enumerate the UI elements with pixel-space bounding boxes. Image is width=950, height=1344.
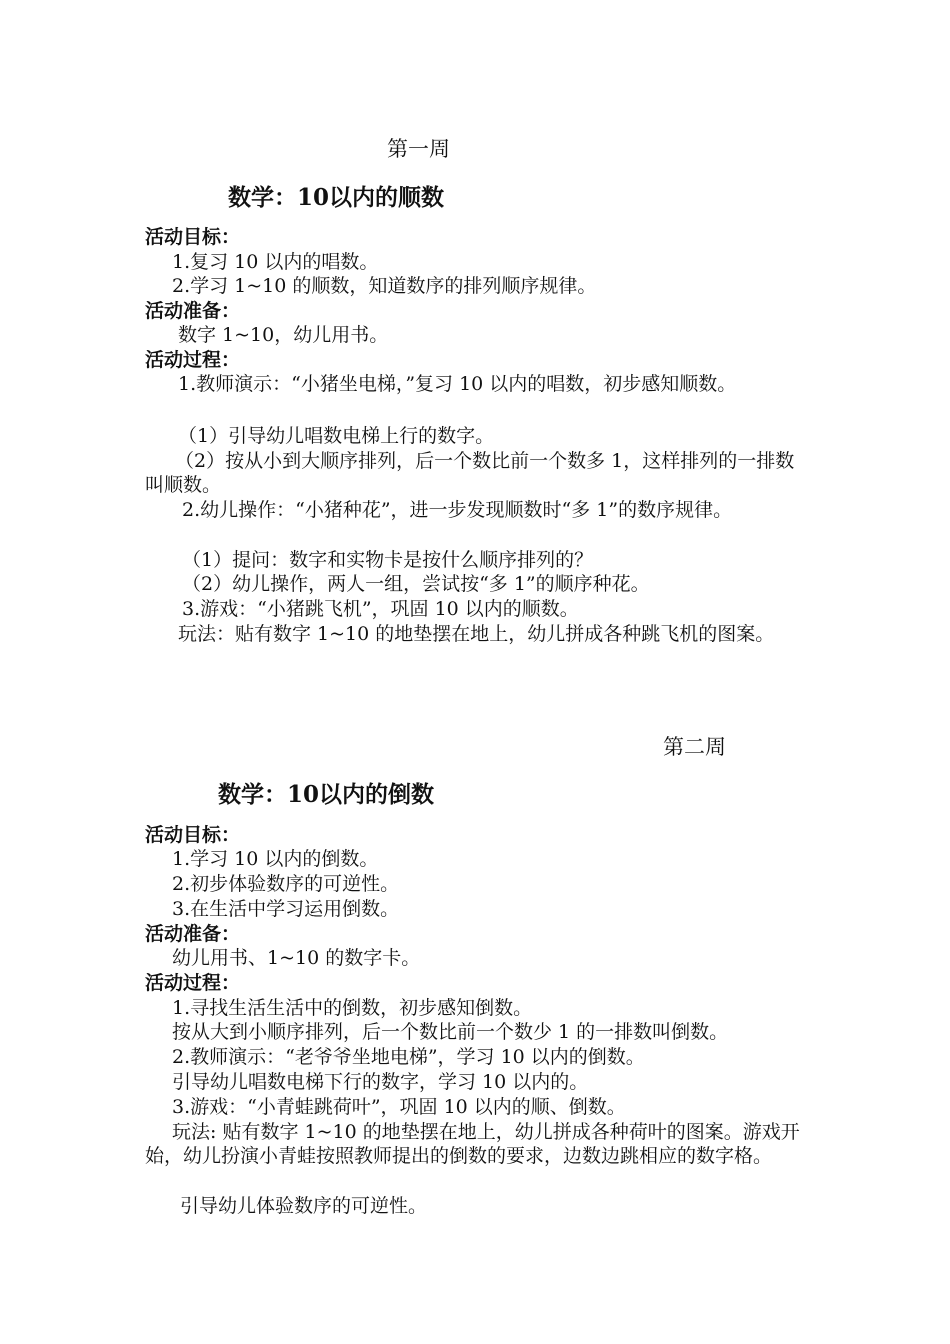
week1-goal-heading: 活动目标： [145, 226, 241, 248]
week2-step-1: 1.寻找生活生活中的倒数，初步感知倒数。 [172, 997, 533, 1019]
week1-prep: 数字 1~10，幼儿用书。 [178, 324, 389, 346]
week1-step-1b: （2）按从小到大顺序排列，后一个数比前一个数多 1，这样排列的一排数叫顺数。 [145, 450, 795, 496]
week2-label: 第二周 [663, 735, 726, 759]
week2-step-2: 2.教师演示：“老爷爷坐地电梯”，学习 10 以内的倒数。 [172, 1046, 645, 1068]
week2-step-3: 3.游戏：“小青蛙跳荷叶”，巩固 10 以内的顺、倒数。 [172, 1096, 626, 1118]
week1-goal-1: 1.复习 10 以内的唱数。 [172, 251, 379, 273]
week2-goal-2: 2.初步体验数序的可逆性。 [172, 873, 400, 895]
week1-step-3: 3.游戏：“小猪跳飞机”，巩固 10 以内的顺数。 [182, 598, 579, 620]
week2-step-3b: 引导幼儿体验数序的可逆性。 [180, 1195, 428, 1217]
week2-prep: 幼儿用书、1~10 的数字卡。 [172, 947, 421, 969]
week1-step-3a: 玩法：贴有数字 1~10 的地垫摆在地上，幼儿拼成各种跳飞机的图案。 [178, 623, 775, 645]
week1-step-2: 2.幼儿操作：“小猪种花”，进一步发现顺数时“多 1”的数序规律。 [182, 499, 733, 521]
week2-process-heading: 活动过程： [145, 972, 241, 994]
week1-step-2a: （1）提问：数字和实物卡是按什么顺序排列的？ [182, 549, 594, 571]
week2-goal-1: 1.学习 10 以内的倒数。 [172, 848, 379, 870]
week2-step-3a: 玩法: 贴有数字 1~10 的地垫摆在地上，幼儿拼成各种荷叶的图案。游戏开始，幼儿扮演小青蛙按照教师提出的倒数的要求，边数边跳相应的数字格。 [145, 1121, 800, 1167]
week2-prep-heading: 活动准备： [145, 923, 241, 945]
week2-step-1a: 按从大到小顺序排列，后一个数比前一个数少 1 的一排数叫倒数。 [172, 1021, 729, 1043]
week1-process-heading: 活动过程： [145, 349, 241, 371]
week1-prep-heading: 活动准备： [145, 300, 241, 322]
week1-step-1a: （1）引导幼儿唱数电梯上行的数字。 [178, 425, 495, 447]
week1-step-2b: （2）幼儿操作，两人一组，尝试按“多 1”的顺序种花。 [182, 573, 650, 595]
week2-title: 数学：10以内的倒数 [218, 781, 435, 808]
week1-step-1: 1.教师演示：“小猪坐电梯，”复习 10 以内的唱数，初步感知顺数。 [178, 373, 737, 395]
week2-step-2a: 引导幼儿唱数电梯下行的数字，学习 10 以内的。 [172, 1071, 589, 1093]
week1-label: 第一周 [387, 137, 450, 161]
week2-goal-3: 3.在生活中学习运用倒数。 [172, 898, 400, 920]
week2-goal-heading: 活动目标： [145, 824, 241, 846]
week1-goal-2: 2.学习 1~10 的顺数，知道数序的排列顺序规律。 [172, 275, 597, 297]
week1-title: 数学：10以内的顺数 [228, 184, 445, 211]
